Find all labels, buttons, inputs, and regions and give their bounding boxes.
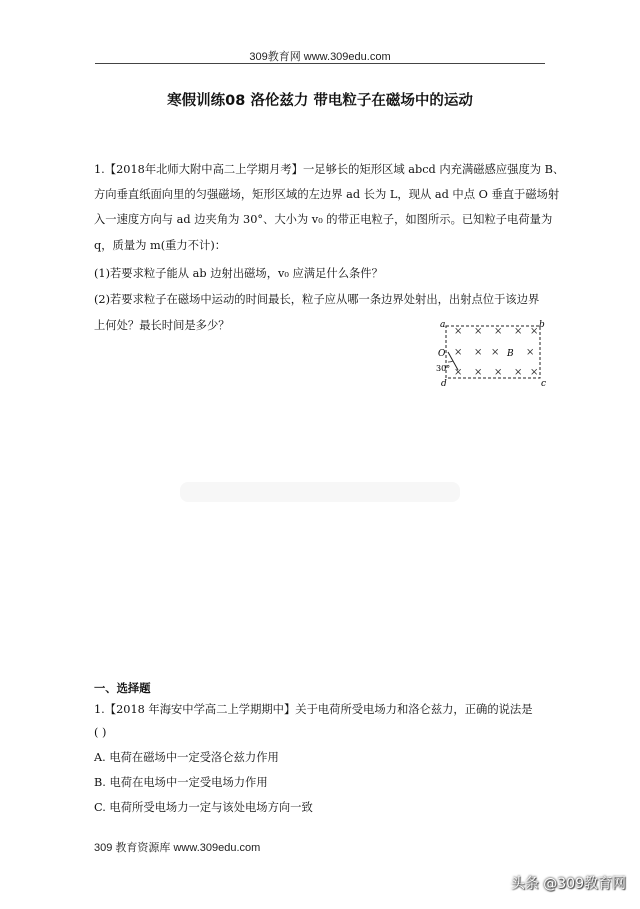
field-cross: × [491,347,500,358]
option-a: A. 电荷在磁场中一定受洛仑兹力作用 [94,751,279,764]
question2-line-1: 1.【2018 年海安中学高二上学期期中】关于电荷所受电场力和洛仑兹力，正确的说法是 [94,703,533,716]
problem1-part1: (1)若要求粒子能从 ab 边射出磁场，v₀ 应满足什么条件？ [94,267,383,280]
page-footer: 309 教育资源库 www.309edu.com [94,842,261,854]
field-cross: × [526,347,535,358]
corner-label-c: c [541,379,547,389]
problem1-part2-line-1: (2)若要求粒子在磁场中运动的时间最长，粒子应从哪一条边界处射出，出射点位于该边界 [94,293,540,306]
field-cross: × [494,326,503,337]
corner-label-d: d [441,379,447,389]
field-cross: × [474,367,483,378]
faint-watermark-graphic [170,472,470,512]
field-cross: × [514,326,523,337]
problem1-line-4: q，质量为 m(重力不计)： [94,239,227,252]
question2-line-2: ( ) [94,726,107,739]
field-cross: × [530,367,539,378]
field-cross: × [454,367,463,378]
corner-label-b: b [539,320,545,330]
page-title: 寒假训练08 洛伦兹力 带电粒子在磁场中的运动 [167,93,473,109]
page-header: 309教育网 www.309edu.com [249,51,391,63]
magnetic-field-figure [436,318,548,390]
field-cross: × [454,347,463,358]
problem1-line-2: 方向垂直纸面向里的匀强磁场，矩形区域的左边界 ad 长为 L，现从 ad 中点 O 垂直于磁场射 [94,188,560,201]
corner-label-a: a [440,320,446,330]
section-heading: 一、选择题 [94,682,151,695]
problem1-part2-line-2: 上何处？最长时间是多少？ [94,319,230,332]
field-cross: × [474,347,483,358]
option-b: B. 电荷在电场中一定受电场力作用 [94,776,268,789]
field-cross: × [454,326,463,337]
option-c: C. 电荷所受电场力一定与该处电场方向一致 [94,801,313,814]
field-cross: × [514,367,523,378]
toutiao-watermark: 头条 @309教育网 [510,876,626,892]
field-cross: × [494,367,503,378]
field-crosses [454,326,538,378]
point-label-o: O [438,349,446,359]
header-divider [95,63,545,64]
angle-label: 30° [436,364,451,373]
field-cross: × [474,326,483,337]
angle-arc [448,361,453,362]
problem1-line-1: 1.【2018年北师大附中高二上学期月考】一足够长的矩形区域 abcd 内充满磁感应强度为 B、 [94,163,565,176]
field-cross: × [530,326,539,337]
problem1-line-3: 入一速度方向与 ad 边夹角为 30°、大小为 v₀ 的带正电粒子，如图所示。已知粒子电荷量为 [94,213,553,226]
field-label-b: B [507,349,514,359]
